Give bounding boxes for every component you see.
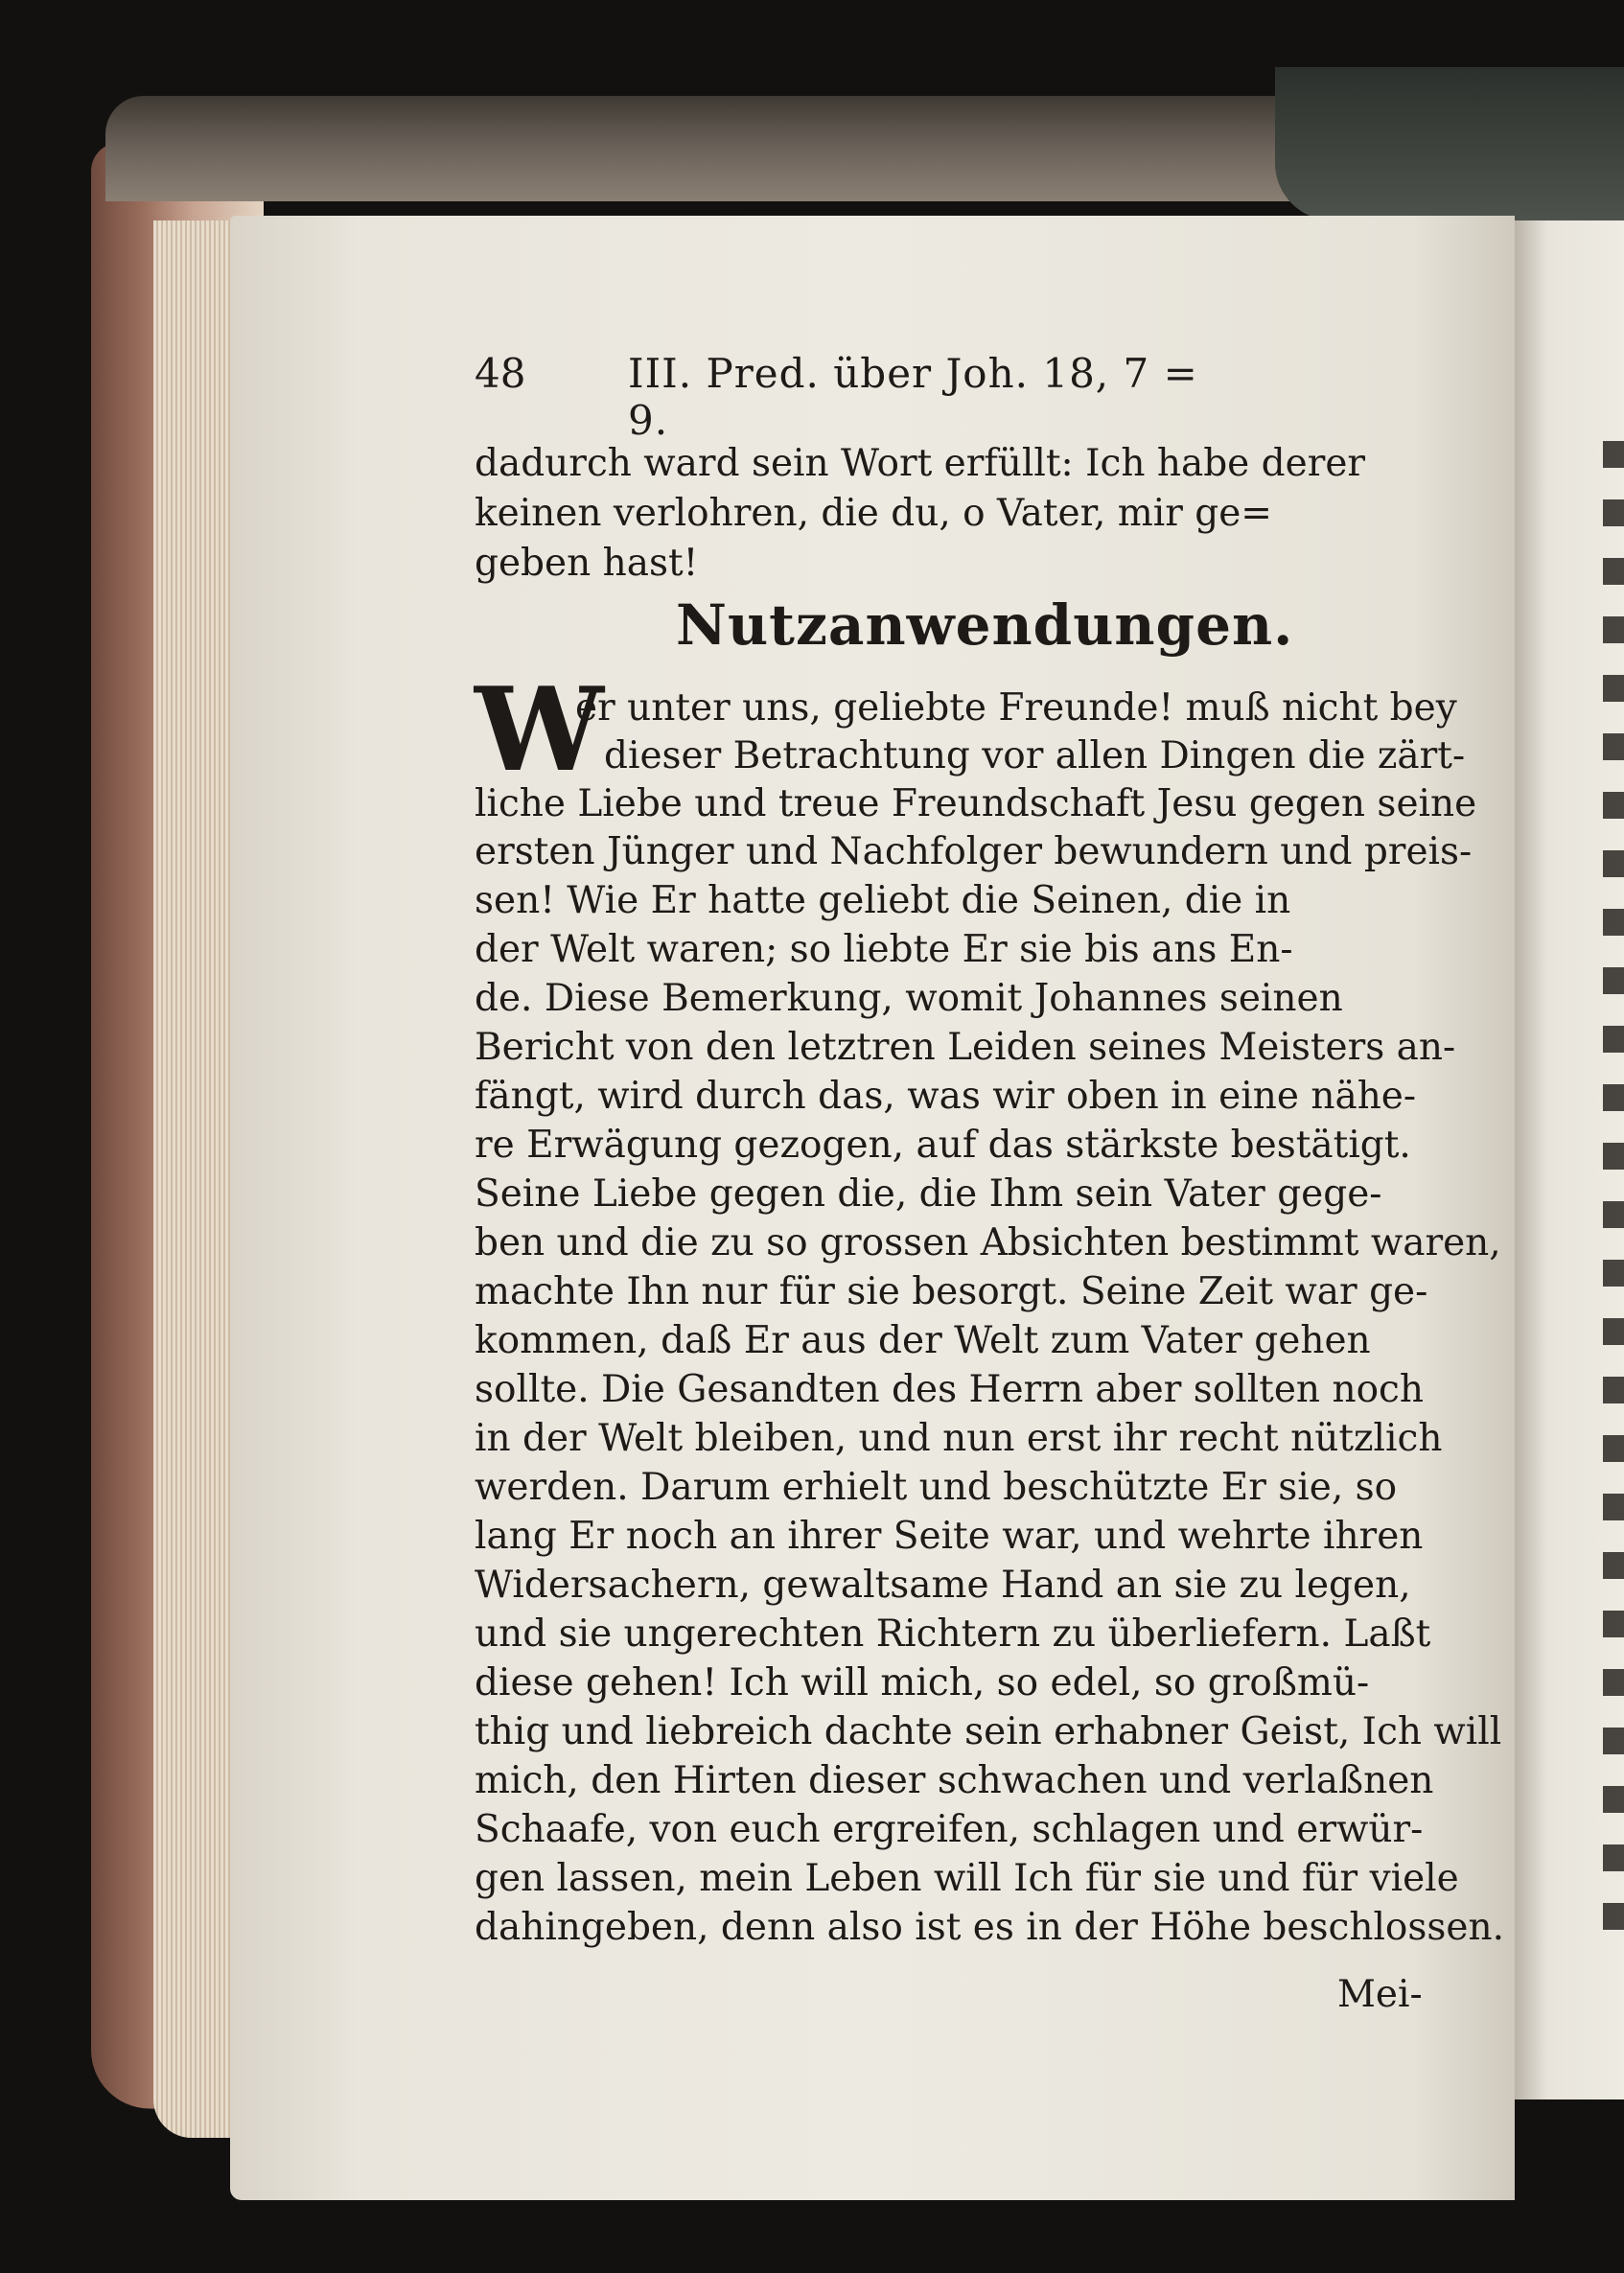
catchword: Mei- bbox=[1337, 1973, 1423, 2016]
section-heading: Nutzanwendungen. bbox=[676, 592, 1294, 658]
body-line: sollte. Die Gesandten des Herrn aber sollten noch bbox=[475, 1368, 1425, 1411]
body-line: er unter uns, geliebte Freunde! muß nicht bey bbox=[575, 686, 1457, 730]
body-line: dahingeben, denn also ist es in der Höhe beschlossen. bbox=[475, 1906, 1505, 1949]
body-line: diese gehen! Ich will mich, so edel, so großmü- bbox=[475, 1661, 1370, 1705]
body-line: ersten Jünger und Nachfolger bewundern und preis- bbox=[475, 830, 1473, 873]
body-line: dieser Betrachtung vor allen Dingen die zärt- bbox=[604, 734, 1466, 777]
body-line: in der Welt bleiben, und nun erst ihr recht nützlich bbox=[475, 1417, 1443, 1460]
body-line: Bericht von den letztren Leiden seines Meisters an- bbox=[475, 1026, 1456, 1069]
running-head: III. Pred. über Joh. 18, 7 = 9. bbox=[628, 350, 1198, 444]
body-line: liche Liebe und treue Freundschaft Jesu gegen seine bbox=[475, 782, 1477, 825]
body-line: mich, den Hirten dieser schwachen und verlaßnen bbox=[475, 1759, 1434, 1802]
body-line: der Welt waren; so liebte Er sie bis ans En- bbox=[475, 928, 1293, 971]
body-line: re Erwägung gezogen, auf das stärkste bestätigt. bbox=[475, 1124, 1411, 1167]
body-line: Seine Liebe gegen die, die Ihm sein Vater gege- bbox=[475, 1172, 1382, 1216]
body-line: ben und die zu so grossen Absichten bestimmt waren, bbox=[475, 1221, 1501, 1264]
book-cover-top-right bbox=[1275, 67, 1624, 220]
body-line: fängt, wird durch das, was wir oben in eine nähe- bbox=[475, 1075, 1417, 1118]
page-header bbox=[475, 350, 1241, 444]
body-line: gen lassen, mein Leben will Ich für sie und für viele bbox=[475, 1857, 1459, 1900]
body-line: thig und liebreich dachte sein erhabner Geist, Ich will bbox=[475, 1710, 1502, 1753]
body-line: lang Er noch an ihrer Seite war, und wehrte ihren bbox=[475, 1515, 1424, 1558]
intro-line: keinen verlohren, die du, o Vater, mir ge= bbox=[475, 492, 1272, 535]
body-line: werden. Darum erhielt und beschützte Er sie, so bbox=[475, 1466, 1398, 1509]
body-line: und sie ungerechten Richtern zu überliefern. Laßt bbox=[475, 1612, 1431, 1656]
body-line: machte Ihn nur für sie besorgt. Seine Zeit war ge- bbox=[475, 1270, 1428, 1313]
body-line: Schaafe, von euch ergreifen, schlagen und erwür- bbox=[475, 1808, 1424, 1851]
body-line: kommen, daß Er aus der Welt zum Vater gehen bbox=[475, 1319, 1371, 1362]
intro-line: geben hast! bbox=[475, 542, 699, 585]
intro-line: dadurch ward sein Wort erfüllt: Ich habe derer bbox=[475, 442, 1366, 485]
body-line: sen! Wie Er hatte geliebt die Seinen, die in bbox=[475, 879, 1291, 922]
page-number: 48 bbox=[475, 350, 526, 397]
body-line: Widersachern, gewaltsame Hand an sie zu legen, bbox=[475, 1564, 1411, 1607]
drop-cap: W bbox=[475, 662, 604, 798]
facing-page-text-edge bbox=[1603, 441, 1624, 1956]
body-line: de. Diese Bemerkung, womit Johannes seinen bbox=[475, 977, 1343, 1020]
